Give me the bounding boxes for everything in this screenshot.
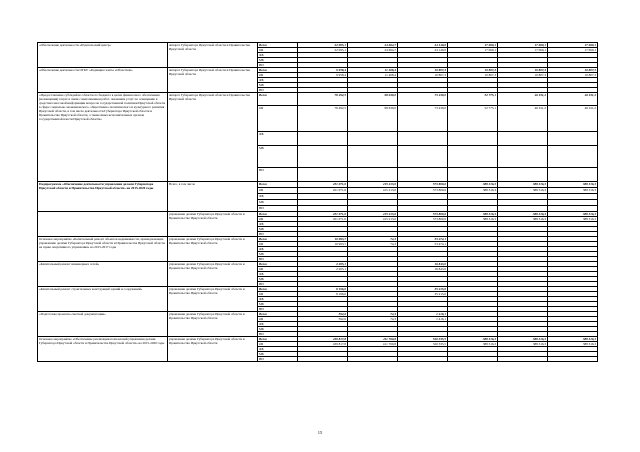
budget-table-body <box>38 43 598 362</box>
funding-source-cell: ФБ <box>258 132 298 146</box>
funding-source-cell: ОБ <box>258 267 298 272</box>
amount-cell <box>548 168 598 182</box>
funding-source-cell: ФБ <box>258 78 298 83</box>
funding-source-cell: Всего <box>258 43 298 48</box>
amount-cell <box>298 146 348 168</box>
funding-source-cell: ФБ <box>258 222 298 227</box>
amount-cell <box>498 357 548 362</box>
funding-source-cell: МБ <box>258 327 298 332</box>
amount-cell: 74,3 <box>348 242 398 247</box>
funding-source-cell: Всего <box>258 93 298 106</box>
amount-cell: 11 408,4 <box>348 68 398 73</box>
amount-cell: 1 416,1 <box>398 312 448 317</box>
amount-cell <box>398 132 448 146</box>
amount-cell: 17 069,1 <box>498 43 548 48</box>
amount-cell: 8 196,0 <box>298 292 348 297</box>
funding-source-cell: МБ <box>258 83 298 88</box>
amount-cell: 46 911,2 <box>548 93 598 106</box>
funding-source-cell: ОБ <box>258 242 298 247</box>
funding-source-cell: ВИ <box>258 282 298 287</box>
funding-source-cell: МБ <box>258 227 298 232</box>
activity-name-cell: Основное мероприятие «Капитальный ремонт объектов недвижимости, принадлежащих управлению делами Губернатора Иркутской области и Правительства Иркутской области на праве оперативного управления» на 2015-2017 годы <box>38 237 168 262</box>
executor-cell: управление делами Губернатора Иркутской области и Правительства Иркутской области <box>168 312 258 337</box>
amount-cell <box>398 146 448 168</box>
funding-source-cell: ФБ <box>258 322 298 327</box>
amount-cell: 46 911,2 <box>498 93 548 106</box>
executor-cell: управление делами Губернатора Иркутской области и Правительства Иркутской области <box>168 237 258 262</box>
funding-source-cell: ВИ <box>258 206 298 212</box>
amount-cell: 78 492,5 <box>298 93 348 106</box>
amount-cell: 17 069,1 <box>498 48 548 53</box>
activity-name-cell: «Подготовка проектно-сметной документации» <box>38 312 168 337</box>
funding-source-cell: ВИ <box>258 332 298 337</box>
amount-cell: 10 807,3 <box>548 68 598 73</box>
amount-cell <box>398 357 448 362</box>
amount-cell: 388 316,3 <box>498 182 548 188</box>
amount-cell: 24 664,7 <box>348 48 398 53</box>
funding-source-cell: ВИ <box>258 257 298 262</box>
amount-cell: 53 474,1 <box>398 237 448 242</box>
amount-cell: 388 316,3 <box>448 337 498 342</box>
activity-name-cell: Подпрограмма «Обеспечение деятельности управления делами Губернатора Иркутской области и Правительства Иркутской области» на 2015-2020 годы <box>38 182 168 212</box>
amount-cell: 24 140,0 <box>398 48 448 53</box>
executor-cell: Всего, в том числе <box>168 182 258 212</box>
amount-cell: 592,6 <box>298 312 348 317</box>
amount-cell: 8 196,0 <box>298 287 348 292</box>
amount-cell <box>448 132 498 146</box>
funding-source-cell: ВИ <box>258 232 298 237</box>
amount-cell: 451 071,0 <box>298 182 348 188</box>
amount-cell: 10 807,3 <box>498 68 548 73</box>
amount-cell: 52 775,1 <box>448 93 498 106</box>
funding-source-cell: ВИ <box>258 357 298 362</box>
activity-name-cell: «Предоставление субсидий из областного бюджета в целях финансового обеспечения (возмещения) затрат в связи с выполнением работ, оказанием услуг по освещению в средствах массовой информации вопросов государственной политики Иркутской области в сфере социально-экономического, общественно-политического и культурного развития Иркутской области, в том числе деятельности Губернатора Иркутской области и Правительства Иркутской области, а также иных исполнительных органов государственной власти Иркутской области» <box>38 93 168 182</box>
amount-cell <box>298 132 348 146</box>
amount-cell: 10 807,3 <box>448 68 498 73</box>
amount-cell: 451 071,0 <box>298 217 348 222</box>
funding-source-cell: ВИ <box>258 88 298 93</box>
amount-cell: 388 316,3 <box>448 217 498 222</box>
funding-source-cell: ОБ <box>258 292 298 297</box>
funding-source-cell: ОБ <box>258 217 298 222</box>
amount-cell <box>498 132 548 146</box>
amount-cell <box>498 146 548 168</box>
amount-cell: 17 069,1 <box>548 48 598 53</box>
funding-source-cell: МБ <box>258 302 298 307</box>
amount-cell: 388 316,3 <box>498 342 548 347</box>
executor-cell: управление делами Губернатора Иркутской области и Правительства Иркутской области <box>168 287 258 312</box>
executor-cell: управление делами Губернатора Иркутской области и Правительства Иркутской области <box>168 262 258 287</box>
amount-cell: 10 807,3 <box>448 73 498 78</box>
amount-cell: 415 213,0 <box>348 188 398 194</box>
amount-cell: 98 639,0 <box>348 106 398 132</box>
amount-cell: 17 069,1 <box>448 43 498 48</box>
amount-cell: 520 335,5 <box>398 337 448 342</box>
amount-cell <box>298 357 348 362</box>
activity-name-cell: «Обеспечение деятельности ОГКУ «Редакция газеты «Областная» <box>38 68 168 93</box>
table-row <box>38 93 598 106</box>
funding-source-cell: ОБ <box>258 342 298 347</box>
amount-cell: 17 069,1 <box>548 43 598 48</box>
funding-source-cell: Всего <box>258 287 298 292</box>
amount-cell: 388 316,3 <box>448 188 498 194</box>
funding-source-cell: МБ <box>258 58 298 63</box>
amount-cell: 388 316,3 <box>498 217 548 222</box>
amount-cell: 592,6 <box>298 317 348 322</box>
activity-name-cell: «Капитальный ремонт строительных конструкций зданий и сооружений» <box>38 287 168 312</box>
amount-cell: 22 095,1 <box>298 43 348 48</box>
funding-source-cell: Всего <box>258 312 298 317</box>
funding-source-cell: Всего <box>258 337 298 342</box>
budget-table-page <box>37 42 596 362</box>
activity-name-cell: «Обеспечение деятельности «Издательский центр» <box>38 43 168 68</box>
funding-source-cell: МБ <box>258 252 298 257</box>
funding-source-cell: Всего <box>258 212 298 217</box>
amount-cell: 388 316,3 <box>548 212 598 217</box>
amount-cell: 388 316,3 <box>448 182 498 188</box>
amount-cell: 10 993,7 <box>298 237 348 242</box>
activity-name-cell <box>38 212 168 237</box>
amount-cell: 74,3 <box>348 237 398 242</box>
amount-cell: 2 205,1 <box>298 267 348 272</box>
executor-cell: аппарат Губернатора Иркутской области и Правительства Иркутской области <box>168 68 258 93</box>
amount-cell: 388 316,3 <box>548 337 598 342</box>
amount-cell: 451 071,0 <box>298 212 348 217</box>
amount-cell <box>348 168 398 182</box>
page-number: 15 <box>317 430 323 435</box>
amount-cell: 10 807,3 <box>498 73 548 78</box>
amount-cell: 388 316,3 <box>548 342 598 347</box>
amount-cell <box>448 146 498 168</box>
amount-cell: 9 958,4 <box>298 73 348 78</box>
funding-source-cell: Всего <box>258 68 298 73</box>
amount-cell <box>398 168 448 182</box>
amount-cell <box>548 357 598 362</box>
amount-cell: 10 807,3 <box>398 68 448 73</box>
amount-cell: 388 316,3 <box>498 337 548 342</box>
funding-source-cell: ОБ <box>258 73 298 78</box>
funding-source-cell: ФБ <box>258 194 298 200</box>
amount-cell: 46 911,2 <box>498 106 548 132</box>
amount-cell <box>548 132 598 146</box>
amount-cell <box>348 357 398 362</box>
funding-source-cell: ОБ <box>258 106 298 132</box>
amount-cell: 22 095,1 <box>298 48 348 53</box>
executor-cell: управление делами Губернатора Иркутской области и Правительства Иркутской области <box>168 337 258 362</box>
amount-cell: 439 817,8 <box>298 337 348 342</box>
funding-source-cell: ФБ <box>258 297 298 302</box>
amount-cell <box>448 168 498 182</box>
amount-cell: 2 205,1 <box>298 262 348 267</box>
amount-cell: 388 316,3 <box>548 217 598 222</box>
executor-cell: управление делами Губернатора Иркутской области и Правительства Иркутской области <box>168 212 258 237</box>
amount-cell: 74,3 <box>348 312 398 317</box>
amount-cell: 573 809,6 <box>398 212 448 217</box>
funding-source-cell: ОБ <box>258 317 298 322</box>
amount-cell: 53 474,1 <box>398 242 448 247</box>
amount-cell <box>498 168 548 182</box>
amount-cell <box>448 357 498 362</box>
amount-cell: 520 335,5 <box>398 342 448 347</box>
funding-source-cell: ОБ <box>258 188 298 194</box>
funding-source-cell: МБ <box>258 146 298 168</box>
amount-cell: 388 316,3 <box>498 188 548 194</box>
amount-cell: 388 316,3 <box>498 212 548 217</box>
amount-cell: 78 492,5 <box>298 106 348 132</box>
amount-cell: 439 817,8 <box>298 342 348 347</box>
funding-source-cell: МБ <box>258 200 298 206</box>
amount-cell: 388 316,3 <box>448 342 498 347</box>
amount-cell: 35 215,0 <box>398 292 448 297</box>
amount-cell: 415 213,0 <box>348 182 398 188</box>
amount-cell: 415 213,0 <box>348 217 398 222</box>
amount-cell <box>298 168 348 182</box>
amount-cell: 411 760,8 <box>348 337 398 342</box>
amount-cell: 10 993,7 <box>298 242 348 247</box>
amount-cell: 11 408,4 <box>348 73 398 78</box>
amount-cell: 73 439,0 <box>398 93 448 106</box>
amount-cell: 9 958,4 <box>298 68 348 73</box>
amount-cell: 573 809,6 <box>398 182 448 188</box>
amount-cell: 10 807,3 <box>398 73 448 78</box>
amount-cell: 415 213,0 <box>348 212 398 217</box>
amount-cell: 16 843,0 <box>398 262 448 267</box>
amount-cell: 74,3 <box>348 317 398 322</box>
funding-source-cell: ФБ <box>258 247 298 252</box>
budget-table <box>37 42 598 362</box>
activity-name-cell: Основное мероприятие «Обеспечение реализации полномочий управления делами Губернатора Иркутской области и Правительства Иркутской области» на 2015-2020 годы <box>38 337 168 362</box>
activity-name-cell: «Капитальный ремонт инженерных сетей» <box>38 262 168 287</box>
funding-source-cell: ОБ <box>258 48 298 53</box>
amount-cell: 24 664,7 <box>348 43 398 48</box>
amount-cell: 16 843,0 <box>398 267 448 272</box>
amount-cell: 388 316,3 <box>548 182 598 188</box>
amount-cell <box>348 132 398 146</box>
funding-source-cell: ФБ <box>258 347 298 352</box>
amount-cell: 52 775,1 <box>448 106 498 132</box>
amount-cell <box>548 146 598 168</box>
amount-cell: 1 416,1 <box>398 317 448 322</box>
funding-source-cell: Всего <box>258 237 298 242</box>
amount-cell <box>348 146 398 168</box>
amount-cell: 451 071,0 <box>298 188 348 194</box>
executor-cell: аппарат Губернатора Иркутской области и Правительства Иркутской области <box>168 93 258 182</box>
funding-source-cell: ВИ <box>258 168 298 182</box>
amount-cell: 98 639,0 <box>348 93 398 106</box>
funding-source-cell: ВИ <box>258 307 298 312</box>
amount-cell: 388 316,3 <box>548 188 598 194</box>
funding-source-cell: Всего <box>258 262 298 267</box>
amount-cell: 35 215,0 <box>398 287 448 292</box>
executor-cell: аппарат Губернатора Иркутской области и Правительства Иркутской области <box>168 43 258 68</box>
amount-cell: 573 809,6 <box>398 188 448 194</box>
amount-cell: 17 069,1 <box>448 48 498 53</box>
funding-source-cell: МБ <box>258 352 298 357</box>
funding-source-cell: Всего <box>258 182 298 188</box>
amount-cell: 411 760,8 <box>348 342 398 347</box>
funding-source-cell: ФБ <box>258 53 298 58</box>
amount-cell: 24 140,0 <box>398 43 448 48</box>
amount-cell: 46 911,2 <box>548 106 598 132</box>
funding-source-cell: ФБ <box>258 272 298 277</box>
amount-cell: 73 439,0 <box>398 106 448 132</box>
amount-cell: 573 809,6 <box>398 217 448 222</box>
amount-cell: 388 316,3 <box>448 212 498 217</box>
funding-source-cell: ВИ <box>258 63 298 68</box>
funding-source-cell: МБ <box>258 277 298 282</box>
amount-cell: 10 807,3 <box>548 73 598 78</box>
